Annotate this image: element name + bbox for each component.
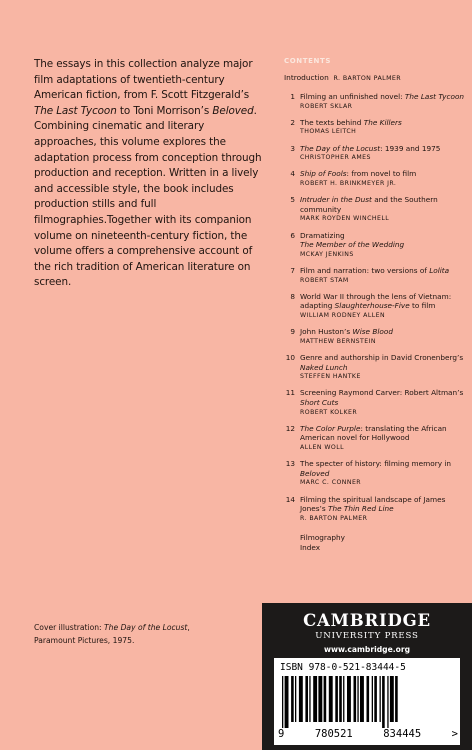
contents-entry: [284, 424, 469, 452]
contents-entries: [284, 92, 469, 523]
entry-title: [300, 495, 469, 514]
barcode-bar: [347, 676, 351, 722]
publisher-url: www.cambridge.org: [323, 645, 411, 654]
entry-title-italic: Short Cuts: [300, 397, 339, 407]
publisher-logo-subtitle: UNIVERSITY PRESS: [315, 631, 419, 641]
entry-title-text: Genre and authorship in David Cronenberg’s: [300, 352, 464, 362]
entry-title: [300, 292, 469, 311]
entry-title-text: to film: [409, 301, 436, 311]
barcode-bar: [313, 676, 317, 722]
entry-title: [300, 327, 469, 337]
contents-entry: [284, 459, 469, 487]
blurb-title-beloved: Beloved: [212, 104, 254, 117]
contents-entry: [284, 195, 469, 223]
entry-author: STEFFEN HANTKE: [300, 373, 361, 381]
entry-number: 12: [285, 423, 295, 433]
contents-entry: [284, 144, 469, 163]
entry-title: [300, 459, 469, 478]
cover-credit-studio: Paramount Pictures, 1975.: [34, 636, 135, 645]
barcode-bar: [335, 676, 338, 722]
entry-title-italic: The Color Purple: [300, 423, 361, 433]
entry-title: [300, 118, 469, 128]
barcode-bar: [339, 676, 342, 722]
contents-list: [284, 57, 469, 553]
entry-author: R. BARTON PALMER: [300, 514, 368, 522]
barcode-bar: [343, 676, 344, 722]
contents-heading: CONTENTS: [284, 57, 331, 65]
cover-credit-label: Cover illustration:: [34, 623, 105, 632]
entry-number: 6: [290, 230, 295, 240]
entry-title: [300, 231, 469, 250]
blurb-text-2: to Toni Morrison’s: [116, 104, 213, 117]
barcode-digits: [278, 728, 458, 740]
barcode-bar: [324, 676, 327, 722]
entry-title-text: Dramatizing: [300, 230, 345, 240]
entry-author: MARC C. CONNER: [300, 479, 362, 487]
index-label: Index: [300, 543, 321, 553]
barcode-bar: [309, 676, 310, 722]
entry-title: [300, 144, 469, 154]
entry-title-italic: The Killers: [363, 117, 402, 127]
entry-title-italic: The Thin Red Line: [327, 504, 394, 514]
back-cover-blurb: [34, 57, 262, 291]
contents-entry: [284, 118, 469, 137]
entry-title-italic: Lolita: [429, 265, 450, 275]
entry-title-text: World War II through the lens of Vietnam: adapting: [300, 291, 452, 311]
isbn-barcode-box: [274, 658, 460, 745]
entry-title-italic: Ship of Fools: [300, 169, 347, 179]
entry-title-italic: Slaughterhouse-Five: [334, 301, 410, 311]
entry-title-italic: The Day of the Locust: [300, 143, 381, 153]
barcode-bar: [360, 676, 364, 722]
entry-author: MARK ROYDEN WINCHELL: [300, 215, 390, 223]
barcode-digits-left: 780521: [314, 728, 353, 740]
entry-title-text: : 1939 and 1975: [380, 143, 441, 153]
barcode-digit-prefix: 9: [278, 728, 285, 740]
entry-number: 4: [290, 169, 295, 179]
entry-title-italic: The Member of the Wedding: [300, 240, 405, 250]
barcode-bar: [318, 676, 322, 722]
entry-title-text: and the Southern community: [300, 195, 438, 214]
barcode-bar: [295, 676, 296, 722]
entry-number: 9: [290, 327, 295, 337]
entry-number: 3: [290, 143, 295, 153]
blurb-title-last-tycoon: The Last Tycoon: [34, 104, 117, 117]
barcode-bar: [305, 676, 308, 722]
contents-entry: [284, 327, 469, 346]
entry-title-text: : translating the African American novel for Hollywood: [300, 423, 447, 443]
entry-title: [300, 169, 469, 179]
entry-author: ROBERT KOLKER: [300, 408, 358, 416]
entry-number: 7: [290, 265, 295, 275]
contents-entry: [284, 353, 469, 381]
barcode-bar: [387, 676, 388, 728]
contents-entry: [284, 92, 469, 111]
publisher-panel: [262, 603, 472, 750]
barcode-digit-marker: >: [451, 728, 458, 740]
entry-title: [300, 424, 469, 443]
entry-author: CHRISTOPHER AMES: [300, 154, 371, 162]
barcode-bar: [285, 676, 289, 728]
cover-credit-comma: ,: [187, 623, 190, 632]
entry-number: 2: [290, 117, 295, 127]
entry-author: ROBERT H. BRINKMEYER JR.: [300, 179, 397, 187]
entry-number: 8: [290, 291, 295, 301]
entry-number: 10: [285, 352, 295, 362]
barcode-bar: [354, 676, 357, 722]
contents-entry: [284, 388, 469, 416]
entry-number: 13: [285, 459, 295, 469]
entry-number: 5: [290, 195, 295, 205]
entry-title: [300, 266, 469, 276]
entry-number: 11: [285, 388, 295, 398]
barcode-bar: [282, 676, 283, 728]
entry-author: ROBERT STAM: [300, 276, 349, 284]
blurb-text-3: . Combining cinematic and literary approaches, this volume explores the adaptation process from conception through production and reception. Written in a lively and accessible style, the book includes production stills and full filmographies.Together with its companion volume on nineteenth-century fiction, the volume offers a comprehensive account of the rich tradition of American literature on screen.: [34, 104, 262, 289]
entry-number: 14: [285, 494, 295, 504]
blurb-text-1: The essays in this collection analyze major film adaptations of twentieth-century American fiction, from F. Scott Fitzgerald’s: [34, 58, 253, 102]
entry-title-text: Film and narration: two versions of: [300, 265, 430, 275]
barcode-bar: [372, 676, 373, 722]
entry-title-text: Filming the spiritual landscape of James Jones’s: [300, 494, 446, 514]
cover-credit-title: The Day of the Locust: [104, 623, 188, 632]
introduction-label: Introduction: [284, 73, 329, 82]
cover-illustration-credit: [34, 621, 224, 647]
contents-entry: [284, 495, 469, 523]
entry-title: [300, 195, 469, 214]
introduction-author: R. BARTON PALMER: [333, 75, 402, 82]
entry-title-italic: Beloved: [300, 468, 330, 478]
entry-title-italic: Intruder in the Dust: [300, 195, 372, 205]
barcode-bar: [390, 676, 394, 722]
entry-title: [300, 353, 469, 372]
barcode-bars: [280, 676, 454, 728]
entry-title-text: Filming an unfinished novel:: [300, 92, 405, 101]
entry-title-text: : from novel to film: [346, 169, 417, 179]
publisher-logo-name: CAMBRIDGE: [303, 611, 431, 630]
entry-title: [300, 92, 469, 102]
barcode-bar: [380, 676, 381, 722]
contents-entry: [284, 292, 469, 320]
entry-title-italic: The Last Tycoon: [404, 92, 465, 101]
barcode-bar: [382, 676, 385, 728]
entry-author: ALLEN WOLL: [300, 443, 345, 451]
barcode-bar: [367, 676, 370, 722]
isbn-label: ISBN 978-0-521-83444-5: [280, 662, 406, 673]
entry-title: [300, 388, 469, 407]
barcode-digits-right: 834445: [383, 728, 422, 740]
entry-title-text: Screening Raymond Carver: Robert Altman’s: [300, 388, 464, 398]
entry-title-text: The specter of history: filming memory in: [300, 459, 451, 469]
contents-entry: [284, 169, 469, 188]
entry-author: THOMAS LEITCH: [300, 128, 357, 136]
barcode-bar: [329, 676, 333, 722]
entry-title-italic: Wise Blood: [352, 327, 393, 337]
entry-title-text: John Huston’s: [300, 327, 353, 337]
entry-title-text: The texts behind: [300, 117, 364, 127]
contents-endmatter: [284, 533, 469, 553]
entry-author: ROBERT SKLAR: [300, 102, 353, 110]
filmography-label: Filmography: [300, 532, 345, 542]
entry-author: WILLIAM RODNEY ALLEN: [300, 311, 386, 319]
contents-introduction: [284, 73, 469, 84]
barcode-bar: [357, 676, 358, 722]
barcode-bar: [299, 676, 303, 722]
contents-entry: [284, 231, 469, 259]
entry-title-italic: Naked Lunch: [300, 362, 348, 372]
contents-entry: [284, 266, 469, 285]
barcode-bar: [291, 676, 294, 722]
barcode-bar: [374, 676, 377, 722]
barcode-bar: [395, 676, 398, 722]
entry-author: MCKAY JENKINS: [300, 250, 354, 258]
entry-number: 1: [290, 92, 295, 101]
entry-author: MATTHEW BERNSTEIN: [300, 337, 376, 345]
